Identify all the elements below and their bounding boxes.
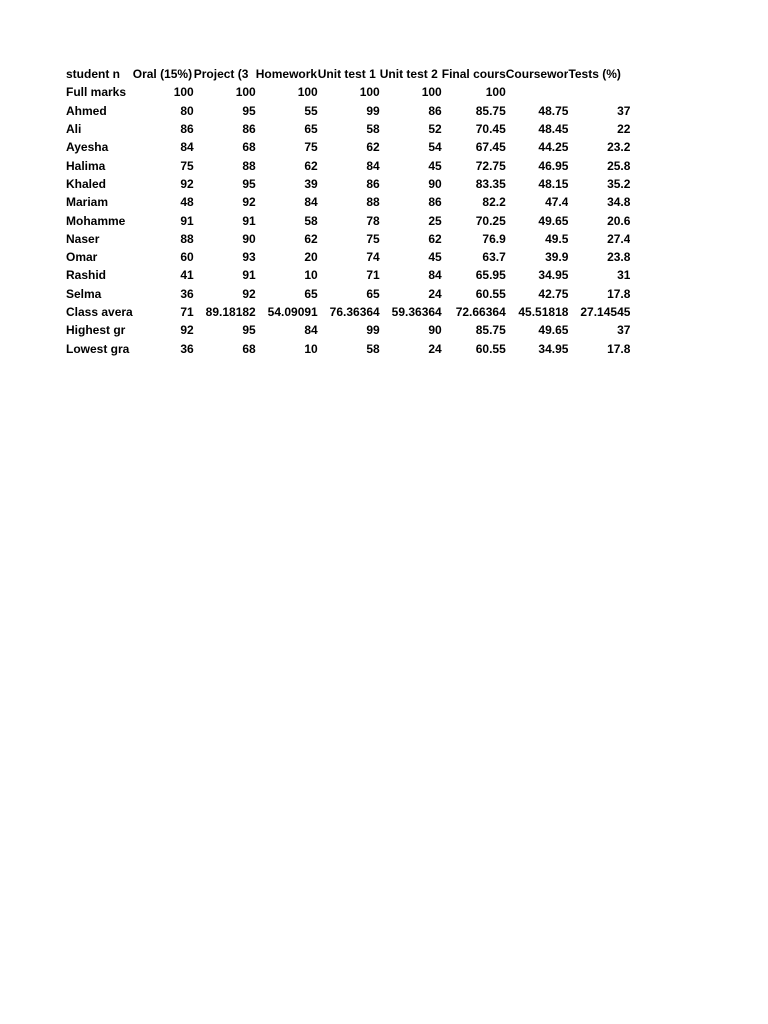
data-cell[interactable]: 65 [304, 286, 318, 301]
data-cell[interactable]: 75 [366, 231, 380, 246]
data-cell[interactable]: 48 [180, 195, 194, 210]
table-row [66, 83, 630, 101]
data-cell[interactable]: 70.45 [475, 122, 506, 137]
data-cell[interactable]: 76.36364 [329, 305, 380, 319]
data-cell[interactable]: 75 [304, 140, 318, 155]
data-cell[interactable]: 90 [428, 323, 442, 338]
data-cell[interactable]: 100 [235, 85, 256, 100]
data-cell[interactable]: 34.95 [538, 341, 569, 356]
data-cell[interactable]: 88 [366, 195, 380, 210]
data-cell[interactable]: 25.8 [607, 158, 631, 173]
data-cell[interactable]: 23.8 [607, 250, 631, 265]
data-cell[interactable]: 95 [242, 176, 256, 191]
data-cell[interactable]: 85.75 [475, 323, 506, 338]
data-cell[interactable]: 22 [617, 122, 631, 137]
table-row [66, 303, 630, 321]
data-cell[interactable]: 100 [173, 85, 194, 100]
header-cell[interactable]: Tests (%) [568, 67, 621, 82]
row-label-cell[interactable]: Selma [66, 286, 102, 301]
data-cell[interactable]: 80 [180, 103, 194, 118]
data-cell[interactable]: 90 [428, 176, 442, 191]
data-cell[interactable]: 75 [180, 158, 194, 173]
spreadsheet [66, 65, 630, 358]
table-row [66, 285, 630, 303]
data-cell[interactable]: 37 [617, 323, 631, 338]
table-row [66, 248, 630, 266]
data-cell[interactable]: 95 [242, 323, 256, 338]
data-cell[interactable]: 45 [428, 158, 442, 173]
data-cell[interactable]: 60.55 [475, 286, 506, 301]
grades-table [66, 65, 630, 358]
data-cell[interactable]: 46.95 [538, 158, 569, 173]
data-cell[interactable]: 62 [304, 158, 318, 173]
data-cell[interactable]: 45 [428, 250, 442, 265]
data-cell[interactable]: 34.95 [538, 268, 569, 283]
data-cell[interactable]: 45.51818 [518, 305, 569, 319]
row-label-cell[interactable]: Lowest gra [66, 341, 130, 356]
row-label-cell[interactable]: Mohamme [66, 213, 126, 228]
data-cell[interactable] [506, 83, 569, 101]
data-cell[interactable]: 17.8 [607, 341, 631, 356]
data-cell[interactable]: 62 [304, 231, 318, 246]
data-cell[interactable]: 27.14545 [580, 305, 631, 319]
data-cell[interactable]: 91 [242, 268, 256, 283]
table-row [66, 102, 630, 120]
data-cell[interactable]: 88 [180, 231, 194, 246]
header-cell[interactable]: Unit test 2 [379, 67, 438, 82]
data-cell[interactable]: 60 [180, 250, 194, 265]
data-cell[interactable]: 92 [180, 176, 194, 191]
data-cell[interactable]: 86 [428, 195, 442, 210]
data-cell[interactable]: 92 [242, 195, 256, 210]
header-row [66, 65, 630, 83]
data-cell[interactable]: 65.95 [475, 268, 506, 283]
data-cell[interactable]: 90 [242, 231, 256, 246]
table-row [66, 193, 630, 211]
data-cell[interactable]: 62 [366, 140, 380, 155]
data-cell[interactable]: 86 [366, 176, 380, 191]
data-cell[interactable]: 48.15 [538, 176, 569, 191]
data-cell[interactable]: 63.7 [482, 250, 506, 265]
data-cell[interactable]: 39 [304, 176, 318, 191]
data-cell[interactable]: 54.09091 [267, 305, 318, 319]
data-cell[interactable]: 83.35 [475, 176, 506, 191]
data-cell[interactable]: 37 [617, 103, 631, 118]
data-cell[interactable]: 54 [428, 140, 442, 155]
data-cell[interactable]: 10 [304, 341, 318, 356]
data-cell[interactable]: 41 [180, 268, 194, 283]
header-cell[interactable]: Coursewor [505, 67, 569, 82]
row-label-cell[interactable]: Mariam [66, 195, 109, 210]
table-row [66, 339, 630, 357]
data-cell[interactable]: 84 [366, 158, 380, 173]
row-label-cell[interactable]: Class avera [66, 305, 133, 319]
data-cell[interactable]: 84 [428, 268, 442, 283]
data-cell[interactable]: 34.8 [607, 195, 631, 210]
data-cell[interactable]: 20.6 [607, 213, 631, 228]
data-cell[interactable]: 48.45 [538, 122, 569, 137]
data-cell[interactable]: 100 [485, 85, 506, 100]
data-cell[interactable]: 47.4 [545, 195, 569, 210]
data-cell[interactable]: 72.66364 [455, 305, 506, 319]
data-cell[interactable]: 91 [242, 213, 256, 228]
data-cell[interactable]: 99 [366, 323, 380, 338]
data-cell[interactable]: 91 [180, 213, 194, 228]
table-row [66, 175, 630, 193]
data-cell[interactable]: 86 [428, 103, 442, 118]
data-cell[interactable]: 71 [366, 268, 380, 283]
data-cell[interactable]: 74 [366, 250, 380, 265]
data-cell[interactable]: 10 [304, 268, 318, 283]
row-label-cell[interactable]: Rashid [66, 268, 107, 283]
row-label-cell[interactable]: Ayesha [66, 140, 109, 155]
data-cell[interactable]: 86 [242, 122, 256, 137]
data-cell[interactable]: 84 [304, 323, 318, 338]
header-cell[interactable]: Unit test 1 [317, 67, 376, 82]
data-cell[interactable]: 71 [180, 305, 194, 319]
data-cell[interactable]: 60.55 [475, 341, 506, 356]
data-cell[interactable]: 72.75 [475, 158, 506, 173]
data-cell[interactable]: 39.9 [545, 250, 569, 265]
table-row [66, 156, 630, 174]
data-cell[interactable]: 48.75 [538, 103, 569, 118]
data-cell[interactable]: 67.45 [475, 140, 506, 155]
data-cell[interactable]: 84 [180, 140, 194, 155]
data-cell[interactable]: 17.8 [607, 286, 631, 301]
data-cell[interactable]: 27.4 [607, 231, 631, 246]
row-label-cell[interactable]: Highest gr [66, 323, 126, 338]
data-cell[interactable]: 88 [242, 158, 256, 173]
data-cell[interactable]: 55 [304, 103, 318, 118]
data-cell[interactable]: 58 [304, 213, 318, 228]
table-row [66, 211, 630, 229]
data-cell[interactable]: 82.2 [482, 195, 506, 210]
data-cell[interactable]: 85.75 [475, 103, 506, 118]
data-cell[interactable]: 95 [242, 103, 256, 118]
data-cell[interactable]: 68 [242, 341, 256, 356]
data-cell[interactable]: 100 [297, 85, 318, 100]
data-cell[interactable]: 36 [180, 341, 194, 356]
table-row [66, 138, 630, 156]
data-cell[interactable]: 65 [304, 122, 318, 137]
data-cell[interactable]: 99 [366, 103, 380, 118]
table-row [66, 321, 630, 339]
data-cell[interactable]: 49.65 [538, 213, 569, 228]
row-label-cell[interactable]: Halima [66, 158, 106, 173]
table-row [66, 120, 630, 138]
data-cell[interactable]: 36 [180, 286, 194, 301]
data-cell[interactable]: 62 [428, 231, 442, 246]
table-row [66, 230, 630, 248]
data-cell[interactable]: 89.18182 [205, 305, 256, 319]
data-cell[interactable]: 78 [366, 213, 380, 228]
data-cell[interactable]: 52 [428, 122, 442, 137]
data-cell[interactable]: 49.5 [545, 231, 569, 246]
data-cell[interactable] [568, 83, 630, 101]
data-cell[interactable]: 92 [242, 286, 256, 301]
header-cell[interactable]: Homework [255, 67, 318, 82]
data-cell[interactable]: 93 [242, 250, 256, 265]
row-label-cell[interactable]: Ali [66, 122, 82, 137]
data-cell[interactable]: 20 [304, 250, 318, 265]
table-row [66, 266, 630, 284]
data-cell[interactable]: 23.2 [607, 140, 631, 155]
header-cell[interactable]: Oral (15%) [132, 67, 193, 82]
data-cell[interactable]: 86 [180, 122, 194, 137]
data-cell[interactable]: 58 [366, 122, 380, 137]
data-cell[interactable]: 44.25 [538, 140, 569, 155]
data-cell[interactable]: 59.36364 [391, 305, 442, 319]
row-label-cell[interactable]: Khaled [66, 176, 107, 191]
data-cell[interactable]: 58 [366, 341, 380, 356]
row-label-cell[interactable]: Omar [66, 250, 98, 265]
data-cell[interactable]: 49.65 [538, 323, 569, 338]
data-cell[interactable]: 31 [617, 268, 631, 283]
data-cell[interactable]: 24 [428, 286, 442, 301]
data-cell[interactable]: 25 [428, 213, 442, 228]
data-cell[interactable]: 65 [366, 286, 380, 301]
data-cell[interactable]: 92 [180, 323, 194, 338]
data-cell[interactable]: 35.2 [607, 176, 631, 191]
data-cell[interactable]: 42.75 [538, 286, 569, 301]
data-cell[interactable]: 70.25 [475, 213, 506, 228]
data-cell[interactable]: 76.9 [482, 231, 506, 246]
data-cell[interactable]: 100 [359, 85, 380, 100]
data-cell[interactable]: 84 [304, 195, 318, 210]
row-label-cell[interactable]: Ahmed [66, 103, 107, 118]
header-cell[interactable]: Project (3 [193, 67, 249, 82]
data-cell[interactable]: 24 [428, 341, 442, 356]
header-cell[interactable]: Final cours [441, 67, 506, 82]
data-cell[interactable]: 100 [421, 85, 442, 100]
row-label-cell[interactable]: Naser [66, 231, 100, 246]
header-cell[interactable]: student n [66, 67, 120, 82]
data-cell[interactable]: 68 [242, 140, 256, 155]
row-label-cell[interactable]: Full marks [66, 85, 127, 100]
